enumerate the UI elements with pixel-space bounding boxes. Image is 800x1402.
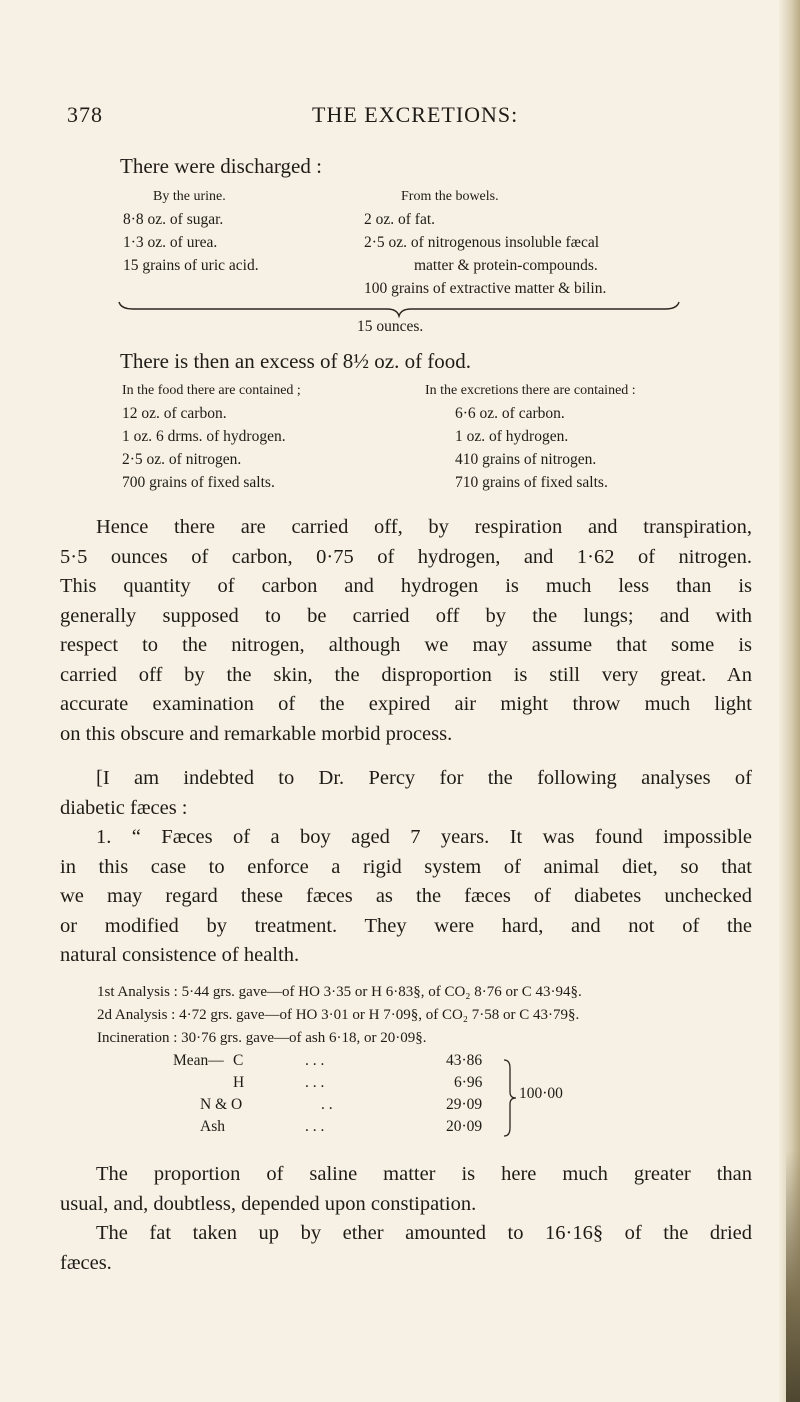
text-line: The proportion of saline matter is here much greater than	[96, 1163, 752, 1185]
running-title: THE EXCRETIONS:	[312, 102, 519, 127]
text-line: usual, and, doubtless, depended upon constipation.	[60, 1192, 477, 1215]
analysis-line: 2d Analysis : 4·72 grs. gave—of HO 3·01 or H 7·09§, of CO₂ 7·58 or C 43·79§.	[97, 1007, 580, 1023]
text-line: fæces.	[60, 1251, 112, 1274]
text-line: [I am indebted to Dr. Percy for the following analyses of	[96, 767, 752, 789]
text-line: respect to the nitrogen, although we may assume that some is	[60, 634, 752, 656]
text-line: Hence there are carried off, by respiration and transpiration,	[96, 516, 752, 538]
excretion-item: 410 grains of nitrogen.	[455, 451, 597, 468]
mean-total: 100·00	[519, 1085, 563, 1102]
text-line: on this obscure and remarkable morbid process.	[60, 722, 453, 745]
urine-item: 1·3 oz. of urea.	[123, 234, 218, 251]
mean-row-dots: . . .	[305, 1118, 325, 1135]
discharged-heading: There were discharged :	[120, 154, 322, 178]
mean-label: Mean—	[173, 1052, 224, 1069]
total-brace	[117, 300, 681, 318]
page-edge-stain	[786, 1150, 800, 1402]
text-line: or modified by treatment. They were hard, and not of the	[60, 914, 752, 937]
food-item: 12 oz. of carbon.	[122, 405, 227, 422]
food-item: 700 grains of fixed salts.	[122, 474, 275, 491]
excretion-item: 710 grains of fixed salts.	[455, 474, 608, 491]
mean-row-name: Ash	[200, 1118, 225, 1135]
mean-row-dots: . .	[321, 1096, 333, 1113]
text-line: diabetic fæces :	[60, 796, 188, 819]
analysis-line: Incineration : 30·76 grs. gave—of ash 6·18, or 20·09§.	[97, 1030, 427, 1046]
text-line: 5·5 ounces of carbon, 0·75 of hydrogen, and 1·62 of nitrogen.	[60, 545, 752, 568]
bowels-item: 2·5 oz. of nitrogenous insoluble fæcal	[364, 234, 600, 251]
mean-row-dots: . . .	[305, 1052, 325, 1069]
bowels-header: From the bowels.	[401, 189, 499, 204]
text-line: The fat taken up by ether amounted to 16·16§ of the dried	[96, 1222, 752, 1244]
text-line: 1. “ Fæces of a boy aged 7 years. It was found impossible	[96, 826, 752, 848]
excess-line: There is then an excess of 8½ oz. of food.	[120, 349, 472, 373]
urine-item: 15 grains of uric acid.	[123, 257, 259, 274]
excretion-item: 1 oz. of hydrogen.	[455, 428, 569, 445]
text-line: This quantity of carbon and hydrogen is much less than is	[60, 575, 752, 597]
food-item: 2·5 oz. of nitrogen.	[122, 451, 242, 468]
page-number: 378	[67, 102, 103, 127]
text-line: natural consistence of health.	[60, 944, 300, 966]
bowels-item: matter & protein-compounds.	[414, 257, 598, 274]
text-line: carried off by the skin, the disproportion is still very great. An	[60, 663, 752, 686]
excretions-header: In the excretions there are contained :	[425, 383, 636, 398]
food-header: In the food there are contained ;	[122, 383, 301, 398]
mean-row-name: N & O	[200, 1096, 243, 1113]
paragraph-faeces-boy	[60, 823, 752, 971]
analysis-line: 1st Analysis : 5·44 grs. gave—of HO 3·35 or H 6·83§, of CO₂ 8·76 or C 43·94§.	[97, 984, 582, 1000]
bowels-item: 100 grains of extractive matter & bilin.	[364, 280, 607, 297]
urine-header: By the urine.	[153, 189, 226, 204]
mean-row-value: 6·96	[454, 1074, 483, 1091]
food-item: 1 oz. 6 drms. of hydrogen.	[122, 428, 286, 445]
mean-row-name: C	[233, 1052, 244, 1069]
mean-brace	[502, 1058, 518, 1138]
text-line: accurate examination of the expired air might throw much light	[60, 693, 752, 715]
paragraph-fat	[60, 1219, 752, 1278]
mean-row-value: 43·86	[446, 1052, 483, 1069]
mean-row-value: 29·09	[446, 1096, 483, 1113]
mean-row	[233, 1052, 243, 1070]
discharged-total: 15 ounces.	[357, 318, 424, 335]
text-line: generally supposed to be carried off by the lungs; and with	[60, 604, 752, 627]
paragraph-saline	[60, 1160, 752, 1219]
paragraph-indebted	[60, 764, 752, 823]
text-line: we may regard these fæces as the fæces of diabetes unchecked	[60, 885, 752, 907]
urine-item: 8·8 oz. of sugar.	[123, 211, 224, 228]
mean-row-dots: . . .	[305, 1074, 325, 1091]
paragraph-respiration	[60, 513, 752, 749]
bowels-item: 2 oz. of fat.	[364, 211, 436, 228]
mean-row-value: 20·09	[446, 1118, 483, 1135]
mean-row-name: H	[233, 1074, 245, 1091]
excretion-item: 6·6 oz. of carbon.	[455, 405, 565, 422]
text-line: in this case to enforce a rigid system of animal diet, so that	[60, 855, 752, 878]
